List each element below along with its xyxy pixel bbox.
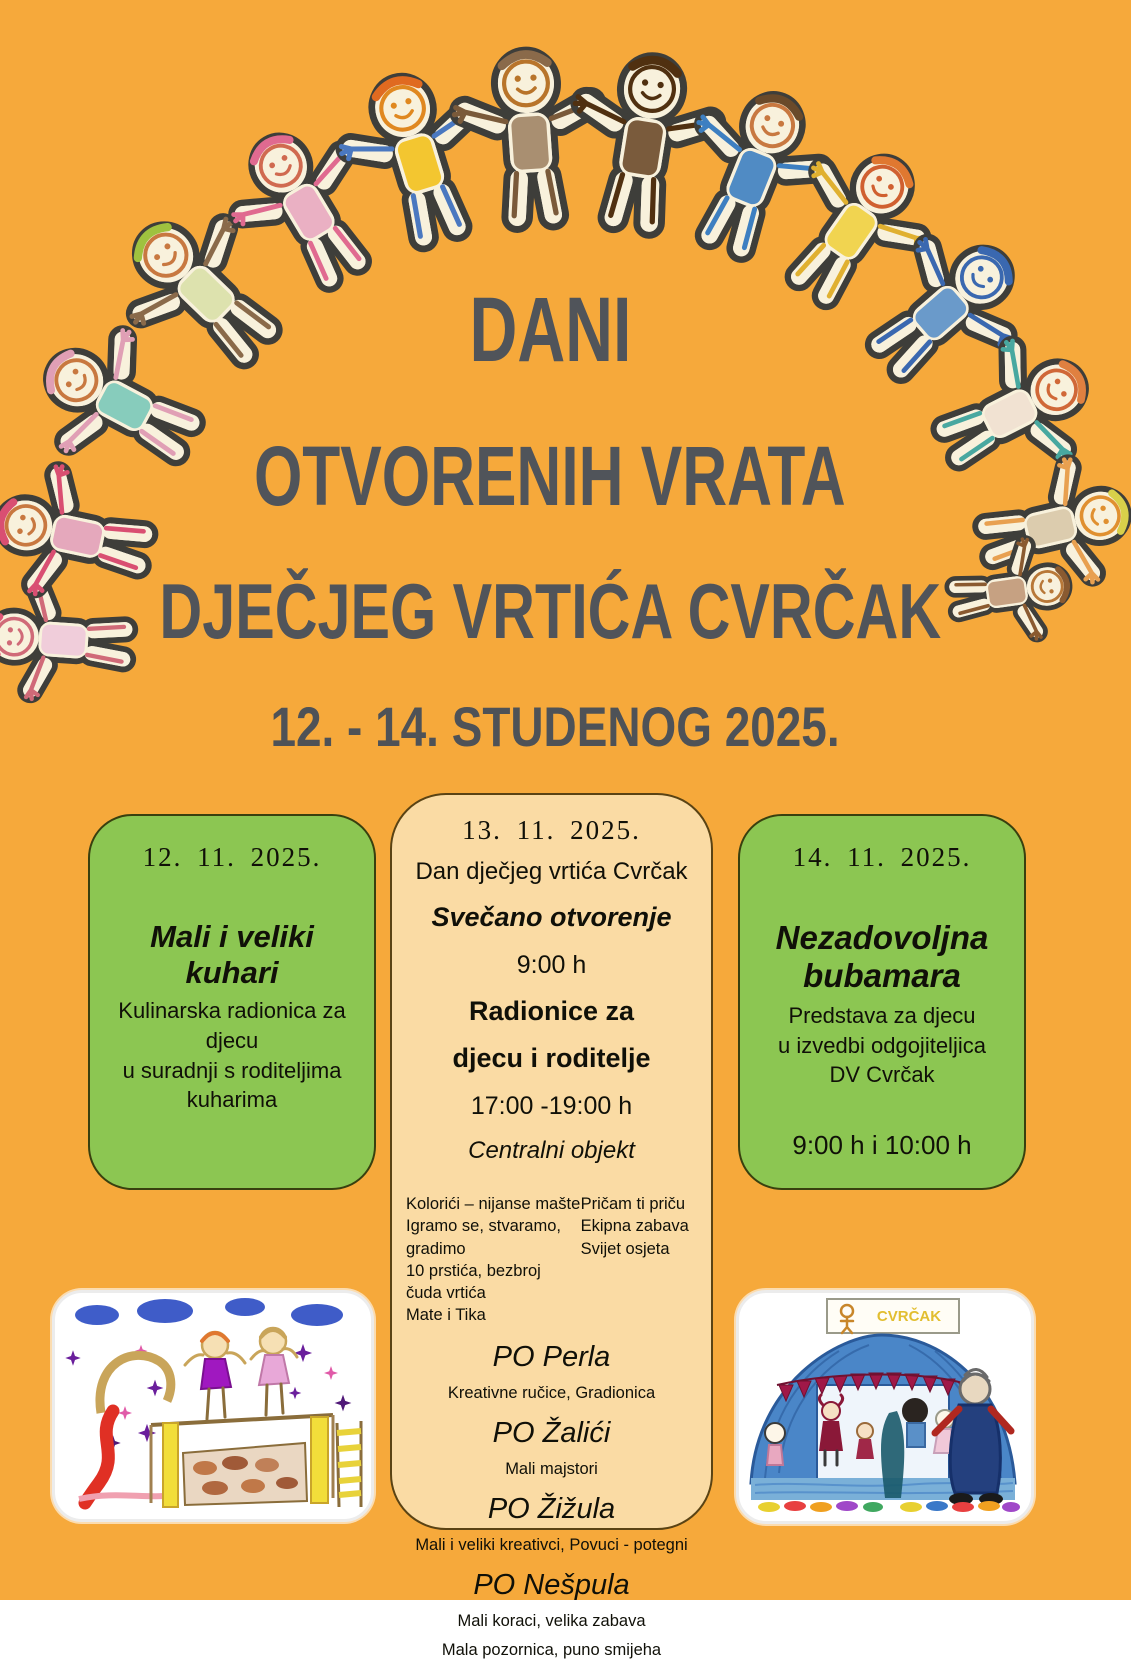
- poster-title-line2: OTVORENIH VRATA: [254, 429, 846, 523]
- branch-activity: Mali koraci, velika zabava: [457, 1611, 646, 1630]
- day2-subtitle: Dan dječjeg vrtića Cvrčak: [415, 858, 688, 885]
- activity-item: Ekipna zabava: [580, 1217, 689, 1236]
- day2-event2-time: 17:00 -19:00 h: [470, 1092, 633, 1120]
- activity-item: Igramo se, stvaramo, gradimo: [406, 1217, 561, 1258]
- activity-item: Mate i Tika: [406, 1306, 486, 1325]
- panel-day3: [738, 814, 1026, 1190]
- day1-line: Kulinarska radionica za djecu: [118, 998, 346, 1053]
- branch-activity: Kreativne ručice, Gradionica: [447, 1383, 656, 1402]
- branch-activity: Mala pozornica, puno smijeha: [441, 1640, 662, 1659]
- day2-activities-left: [406, 1193, 581, 1327]
- panel-day1: [88, 814, 376, 1190]
- branch-name: PO Žalići: [492, 1416, 611, 1449]
- day3-description: [754, 1001, 1010, 1090]
- branch-name: PO Perla: [492, 1340, 611, 1373]
- day3-title-line2: bubamara: [803, 956, 961, 994]
- day1-date: 12. 11. 2025.: [142, 842, 322, 872]
- day1-line: kuharima: [186, 1087, 278, 1113]
- branch-activity: Mali i veliki kreativci, Povuci - potegni: [415, 1535, 688, 1554]
- poster-title-line3: DJEČJEG VRTIĆA CVRČAK: [159, 567, 941, 655]
- day3-date: 14. 11. 2025.: [792, 842, 972, 872]
- day2-activity-columns: [402, 1193, 701, 1327]
- branch-name: PO Žižula: [487, 1492, 616, 1525]
- stage-drawing-card: [736, 1290, 1034, 1524]
- day3-line: DV Cvrčak: [829, 1062, 935, 1088]
- paper-doll-figure: [444, 45, 615, 235]
- day2-event1: Svečano otvorenje: [431, 902, 672, 932]
- poster-date-range: 12. - 14. STUDENOG 2025.: [270, 695, 840, 758]
- day3-line: u izvedbi odgojiteljica: [778, 1032, 986, 1058]
- panel-day2: [390, 793, 713, 1659]
- activity-item: Svijet osjeta: [580, 1239, 670, 1258]
- day2-event1-time: 9:00 h: [516, 951, 587, 979]
- activity-item: Kolorići – nijanse mašte: [406, 1195, 581, 1213]
- day3-time: 9:00 h i 10:00 h: [792, 1129, 972, 1160]
- day3-title: [754, 919, 1010, 995]
- day2-event2-line1: Radionice za: [468, 996, 635, 1026]
- day2-date: 13. 11. 2025.: [462, 815, 641, 845]
- stage-banner-label: CVRČAK: [876, 1308, 942, 1325]
- day2-event2-line2: djecu i roditelje: [452, 1043, 651, 1073]
- day3-line: Predstava za djecu: [788, 1002, 976, 1028]
- activity-item: 10 prstića, bezbroj čuda vrtića: [406, 1261, 541, 1303]
- day1-description: [104, 996, 360, 1115]
- branch-name: PO Nešpula: [473, 1568, 630, 1601]
- playground-drawing-card: [52, 1290, 374, 1522]
- stage-performance-crayon-drawing: [739, 1293, 1025, 1515]
- branch-activity: Mali majstori: [505, 1459, 598, 1478]
- day1-line: u suradnji s roditeljima: [122, 1057, 342, 1083]
- day2-activities-right: [581, 1193, 697, 1327]
- day2-location: Centralni objekt: [468, 1137, 635, 1164]
- activity-item: Pričam ti priču: [580, 1195, 686, 1213]
- day1-title: Mali i veliki kuhari: [150, 919, 314, 990]
- day3-title-line1: Nezadovoljna: [775, 919, 989, 956]
- playground-crayon-drawing: [55, 1293, 365, 1513]
- poster-title-line1: DANI: [469, 279, 631, 381]
